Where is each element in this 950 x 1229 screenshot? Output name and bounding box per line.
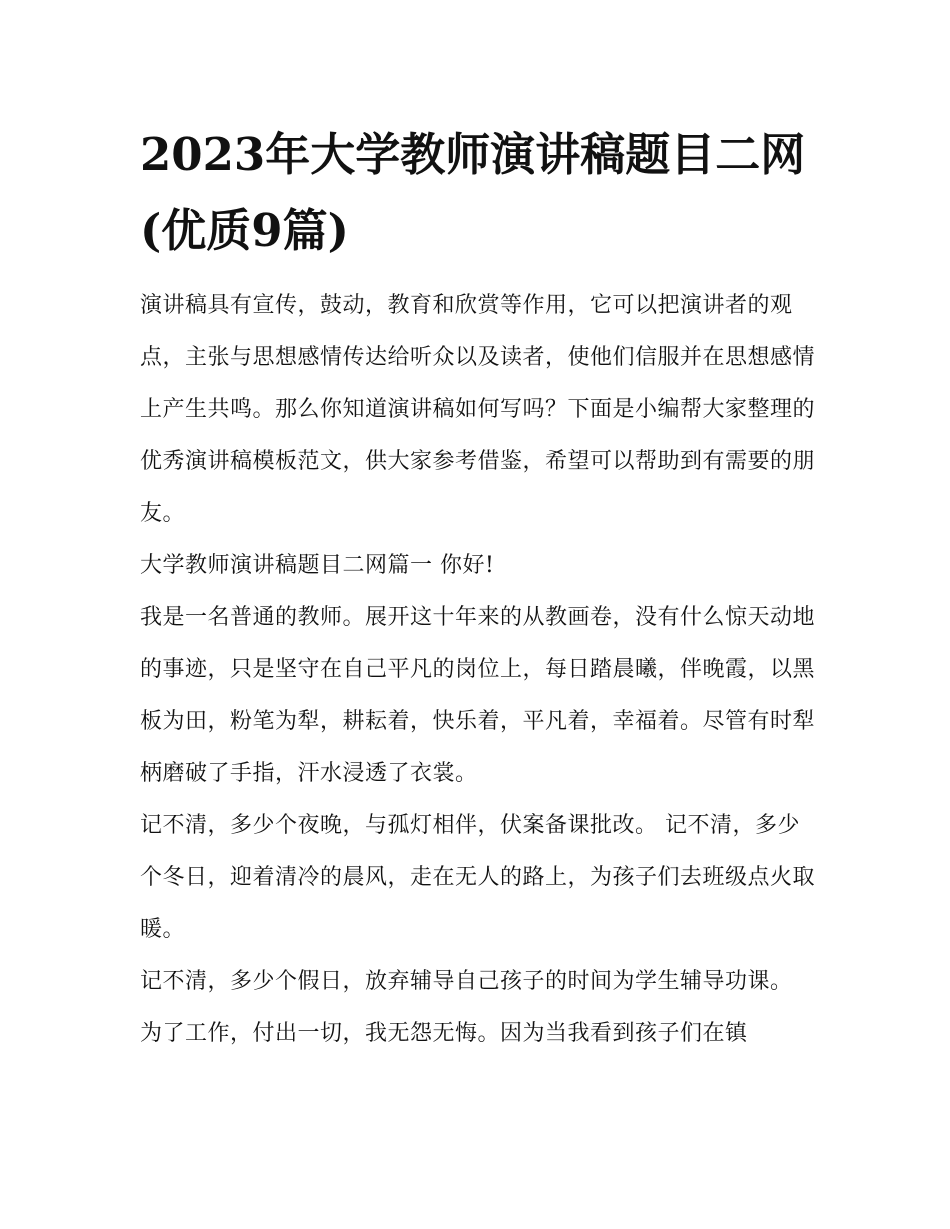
- body-paragraph: 记不清，多少个假日，放弃辅导自己孩子的时间为学生辅导功课。: [140, 969, 793, 994]
- document-title: 2023年大学教师演讲稿题目二网(优质9篇): [140, 128, 806, 257]
- section-heading-paragraph: 大学教师演讲稿题目二网篇一 你好!: [140, 553, 495, 578]
- body-paragraph: 记不清，多少个夜晚，与孤灯相伴，伏案备课批改。 记不清，多少个冬日，迎着清冷的晨风，走在无人的路上，为孩子们去班级点火取暖。: [140, 813, 816, 942]
- document-body: [140, 117, 815, 1060]
- intro-paragraph: 演讲稿具有宣传，鼓动，教育和欣赏等作用，它可以把演讲者的观点，主张与思想感情传达给听众以及读者，使他们信服并在思想感情上产生共鸣。那么你知道演讲稿如何写吗？下面是小编帮大家整理的优秀演讲稿模板范文，供大家参考借鉴，希望可以帮助到有需要的朋友。: [140, 293, 816, 526]
- body-paragraph: 为了工作，付出一切，我无怨无悔。因为当我看到孩子们在镇: [140, 1021, 748, 1046]
- paragraph-list: [140, 280, 815, 1060]
- body-paragraph: 我是一名普通的教师。展开这十年来的从教画卷，没有什么惊天动地的事迹，只是坚守在自己平凡的岗位上，每日踏晨曦，伴晚霞，以黑板为田，粉笔为犁，耕耘着，快乐着，平凡着，幸福着。尽管有时犁柄磨破了手指，汗水浸透了衣裳。: [140, 605, 816, 786]
